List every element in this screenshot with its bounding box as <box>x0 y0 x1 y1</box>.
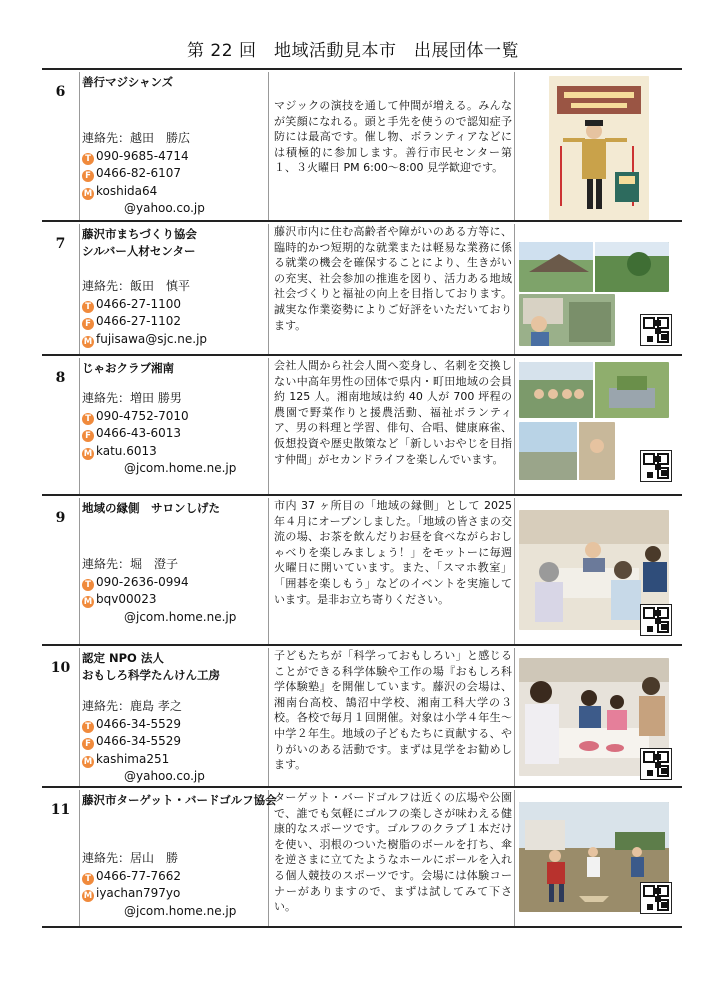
contact-person: 連絡先：鹿島 孝之 <box>82 699 182 713</box>
phone-icon: T <box>82 721 94 733</box>
phone-icon: T <box>82 301 94 313</box>
contact-block <box>82 850 302 920</box>
fax-number: 0466-82-6107 <box>96 166 182 180</box>
table-row <box>42 70 682 220</box>
magician-poster-image <box>549 76 649 220</box>
mail-icon: M <box>83 891 93 901</box>
contact-block <box>82 556 302 626</box>
email-user[interactable]: koshida64 <box>96 183 158 198</box>
phone-icon: T <box>82 413 94 425</box>
phone-number[interactable]: 090-9685-4714 <box>96 148 189 163</box>
description: ターゲット・バードゴルフは近くの広場や公園で、誰でも気軽にゴルフの楽しさが味わえる健康的なスポーツです。ゴルフのクラブ１本だけを使い、羽根のついた樹脂のボールを打ち、傘を逆さまに立てたようなホールにボールを入れる個人競技のスポーツです。会場には体験コーナーがありますので、まずは試してみて下さい。 <box>274 791 512 914</box>
club-photos-image-2 <box>519 422 615 480</box>
qr-code <box>640 882 672 914</box>
email-user[interactable]: katu.6013 <box>96 443 157 458</box>
org-name: じゃおクラブ湘南 <box>82 361 174 375</box>
row-divider <box>42 926 682 928</box>
email-domain: @jcom.home.ne.jp <box>124 461 237 475</box>
mail-icon: M <box>83 448 93 459</box>
email-user[interactable]: iyachan797yo <box>96 886 181 900</box>
page-title: 第 22 回 地域活動見本市 出展団体一覧 <box>187 41 519 61</box>
description: 会社人間から社会人間へ変身し、名刺を交換しない中高年男性の団体で県内・町田地域の会員約 125 人。湘南地域は約 40 人が 700 坪程の農園で野菜作りと援農活動、福祉ボランティア、男の料理と学習、俳句、合唱、健康麻雀、仮想投資や歴史散策など「新しいおやじを目指す仲間」がセカンドライフを楽しんでいます。 <box>274 359 512 466</box>
qr-code <box>640 748 672 780</box>
phone-number[interactable]: 0466-27-1100 <box>96 296 182 311</box>
email-address[interactable]: fujisawa@sjc.ne.jp <box>96 331 208 346</box>
club-photos-image <box>519 362 669 418</box>
mail-icon: M <box>83 597 93 607</box>
fax-number: 0466-43-6013 <box>96 426 182 440</box>
contact-person: 連絡先：居山 勝 <box>82 851 179 865</box>
contact-block <box>82 278 302 348</box>
email-domain: @jcom.home.ne.jp <box>124 609 237 624</box>
email-user[interactable]: bqv00023 <box>96 592 157 606</box>
entry-number: 11 <box>50 802 71 818</box>
fax-icon: F <box>82 318 94 330</box>
entry-number: 10 <box>50 660 71 676</box>
email-domain: @yahoo.co.jp <box>124 769 205 783</box>
qr-code <box>640 604 672 636</box>
contact-person: 連絡先：飯田 慎平 <box>82 279 191 293</box>
fax-icon: F <box>82 738 94 750</box>
phone-number[interactable]: 090-4752-7010 <box>96 408 189 423</box>
fax-icon: F <box>82 170 94 182</box>
contact-person: 連絡先：堀 澄子 <box>82 557 179 571</box>
table-row <box>42 788 682 926</box>
qr-code <box>640 314 672 346</box>
table-row <box>42 496 682 644</box>
description: 子どもたちが「科学っておもしろい」と感じることができる科学体験や工作の場『おもしろ科学体験塾』を開催しています。藤沢の会場は、湘南台高校、鵠沼中学校、湘南工科大学の３校。各校で毎月１回開催。対象は小学４年生～中学２年生。地域の子どもたちに貢献する、やりがいのある活動です。まずは見学をお勧めします。 <box>274 649 512 772</box>
org-name: 藤沢市まちづくり協会 シルバー人材センター <box>82 227 197 258</box>
entry-number: 7 <box>55 236 66 252</box>
description: 市内 37 ヶ所目の「地域の縁側」として 2025 年４月にオープンしました。「地域の皆さまの交流の場、お茶を飲んだりお昼を食べながらおしゃべりを楽しみましょう！」をモットーに毎週火曜日に開いています。また、「スマホ教室」「囲碁を楽しもう」などのイベントを実施しています。是非お立ち寄りください。 <box>274 499 512 606</box>
description: マジックの演技を通して仲間が増える。みんなが笑顔になれる。頭と手先を使うので認知症予防には最高です。催し物、ボランティアなどには積極的に参加します。善行市民センター第１、３火曜日 PM 6:00～8:00 見学歓迎です。 <box>274 99 512 175</box>
work-photos-image-2 <box>519 294 615 346</box>
table-row <box>42 222 682 354</box>
org-name: 藤沢市ターゲット・バードゴルフ協会 <box>82 793 277 807</box>
org-name: 地域の縁側 サロンしげた <box>82 501 220 515</box>
contact-person: 連絡先：越田 勝広 <box>82 131 191 145</box>
fax-number: 0466-27-1102 <box>96 314 182 328</box>
mail-icon: M <box>83 756 93 767</box>
email-user[interactable]: kashima251 <box>96 751 170 766</box>
contact-block <box>82 698 302 786</box>
org-name: 善行マジシャンズ <box>82 75 174 89</box>
table-row <box>42 356 682 494</box>
entry-number: 9 <box>55 510 66 526</box>
contact-block <box>82 130 302 218</box>
phone-icon: T <box>82 579 94 591</box>
table-row <box>42 646 682 786</box>
phone-icon: T <box>82 873 94 885</box>
org-name: 認定 NPO 法人 おもしろ科学たんけん工房 <box>82 651 220 682</box>
contact-block <box>82 390 302 478</box>
entry-number: 6 <box>55 84 66 100</box>
description: 藤沢市内に住む高齢者や障がいのある方等に、臨時的かつ短期的な就業または軽易な業務に係る就業の機会を確保することにより、生きがいの充実、社会参加の推進を図り、活力ある地域社会づくりと福祉の向上を目指しております。誠実な作業姿勢によりご好評をいただいております。 <box>274 225 512 332</box>
work-photos-image <box>519 242 669 292</box>
phone-icon: T <box>82 153 94 165</box>
phone-number[interactable]: 0466-77-7662 <box>96 868 182 883</box>
phone-number[interactable]: 090-2636-0994 <box>96 574 189 589</box>
fax-number: 0466-34-5529 <box>96 734 182 748</box>
entry-number: 8 <box>55 370 66 386</box>
email-domain: @jcom.home.ne.jp <box>124 903 237 918</box>
contact-person: 連絡先：増田 勝男 <box>82 391 182 405</box>
email-domain: @yahoo.co.jp <box>124 201 205 215</box>
phone-number[interactable]: 0466-34-5529 <box>96 716 182 731</box>
fax-icon: F <box>82 430 94 442</box>
qr-code <box>640 450 672 482</box>
mail-icon: M <box>83 188 93 199</box>
mail-icon: M <box>83 336 93 347</box>
